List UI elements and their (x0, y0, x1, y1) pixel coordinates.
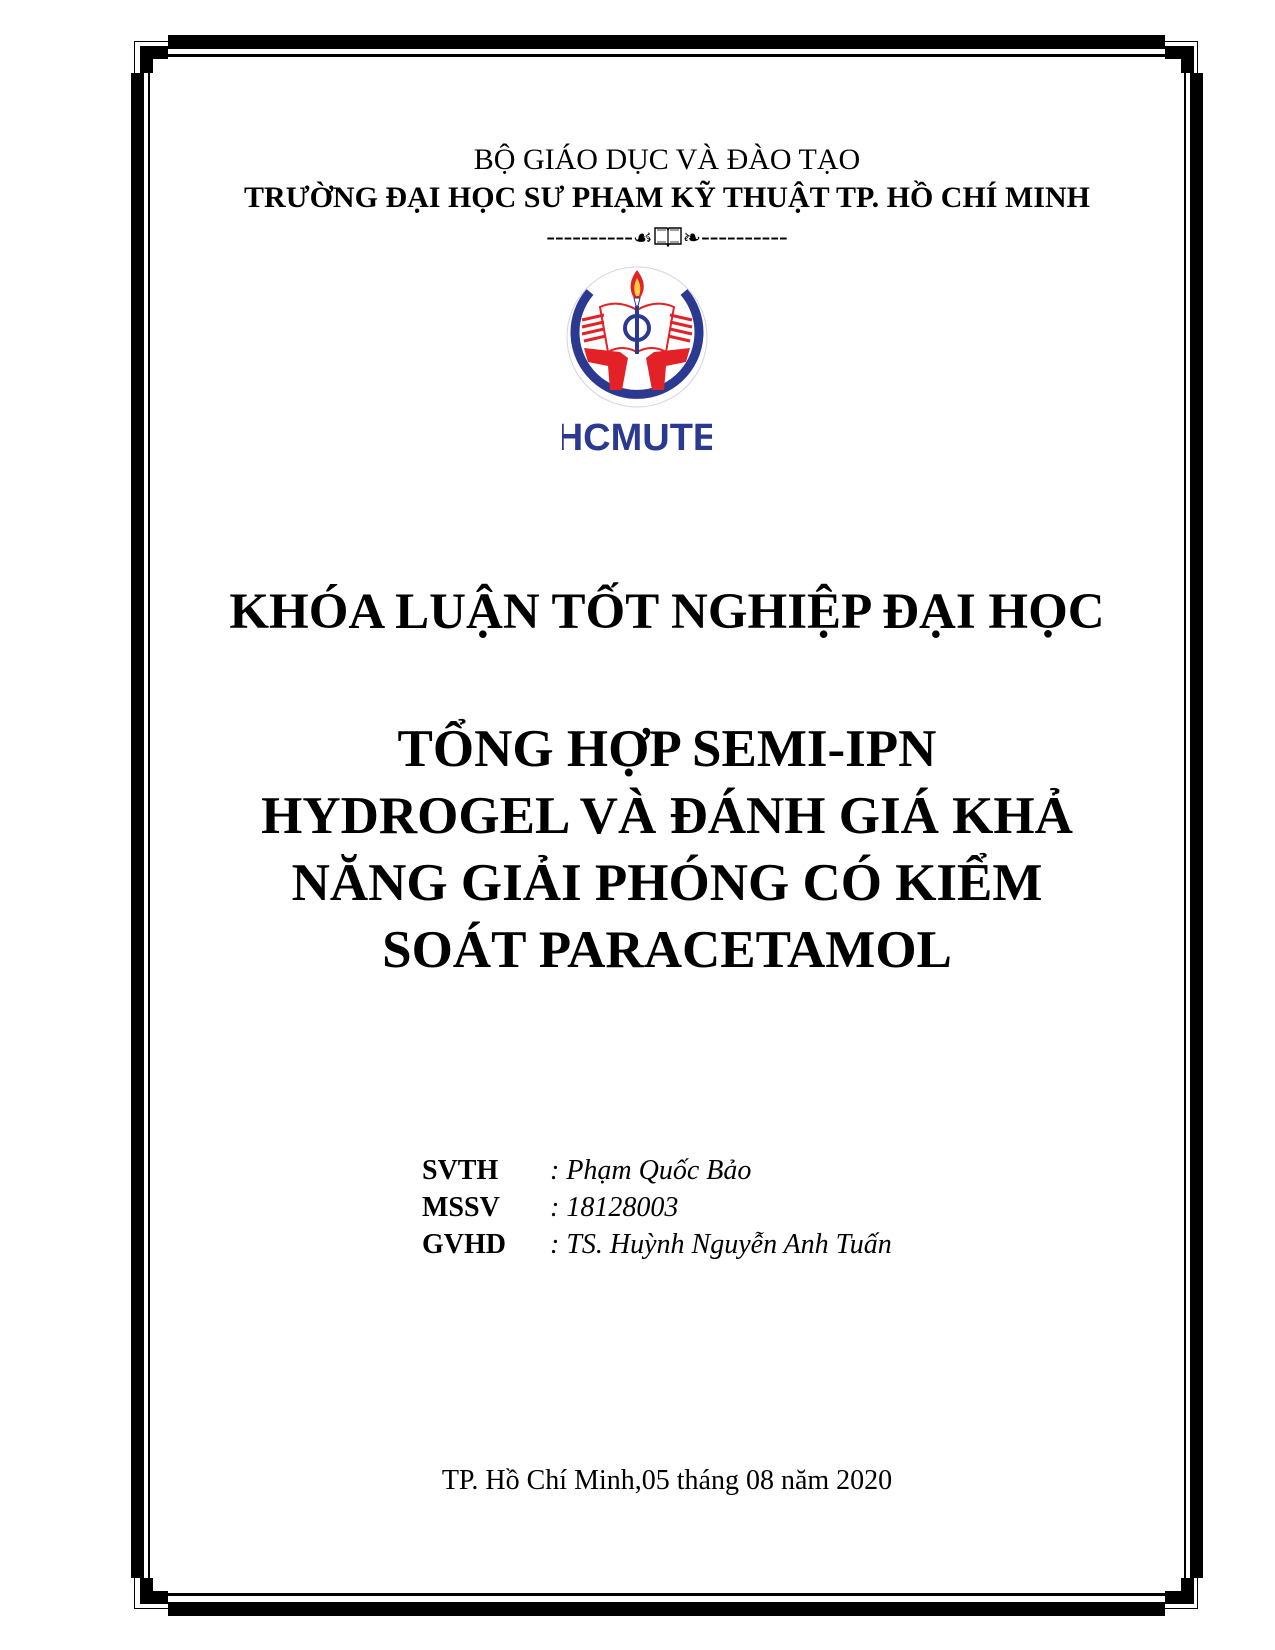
ministry-name: BỘ GIÁO DỤC VÀ ĐÀO TẠO (473, 143, 861, 176)
corner-bottom-right-outline-2 (1197, 1578, 1198, 1609)
corner-top-left-outline (134, 41, 168, 42)
ornament-right-icon: ❧ (682, 225, 702, 250)
info-label-svth: SVTH (422, 1155, 499, 1186)
corner-bottom-right-2 (1181, 1578, 1194, 1604)
ornament-left-icon: ☙ (632, 225, 653, 250)
divider-dashes-right: ---------- (701, 222, 788, 251)
info-row-student (422, 1152, 892, 1189)
info-label-gvhd: GVHD (422, 1229, 506, 1260)
border-bottom-thick (168, 1602, 1165, 1616)
student-info (422, 1152, 892, 1263)
corner-bottom-left-outline-2 (134, 1578, 135, 1609)
corner-bottom-left-outline (134, 1608, 168, 1609)
border-top-thin (168, 54, 1165, 57)
corner-top-right-2 (1181, 46, 1194, 73)
corner-top-left-outline-2 (134, 41, 135, 73)
info-row-student-id (422, 1189, 892, 1226)
info-value-advisor: : TS. Huỳnh Nguyễn Anh Tuấn (550, 1229, 892, 1260)
border-right-thick (1190, 73, 1203, 1578)
border-left-thick (131, 73, 144, 1578)
hcmute-emblem-icon (562, 262, 712, 462)
open-book-icon (653, 224, 683, 244)
title-line-3: NĂNG GIẢI PHÓNG CÓ KIỂM (291, 854, 1043, 912)
border-bottom-thin (168, 1593, 1165, 1596)
info-row-advisor (422, 1226, 892, 1263)
corner-top-left-2 (140, 46, 153, 73)
header-divider (149, 222, 1185, 253)
divider-dashes-left: ---------- (546, 222, 633, 251)
thesis-title (149, 716, 1185, 984)
thesis-type: KHÓA LUẬN TỐT NGHIỆP ĐẠI HỌC (229, 584, 1105, 640)
corner-bottom-right-outline (1165, 1608, 1198, 1609)
corner-bottom-left-2 (140, 1578, 153, 1604)
title-line-1: TỔNG HỢP SEMI-IPN (397, 720, 937, 778)
border-top-thick (168, 35, 1165, 49)
school-name: TRƯỜNG ĐẠI HỌC SƯ PHẠM KỸ THUẬT TP. HỒ CHÍ MINH (244, 181, 1090, 214)
university-logo (562, 262, 712, 462)
info-value-student-name: : Phạm Quốc Bảo (550, 1155, 752, 1186)
info-label-mssv: MSSV (422, 1192, 500, 1223)
logo-text: HCMUTE (562, 417, 712, 459)
title-line-2: HYDROGEL VÀ ĐÁNH GIÁ KHẢ (261, 787, 1073, 845)
title-line-4: SOÁT PARACETAMOL (382, 921, 952, 979)
info-value-student-id: : 18128003 (550, 1192, 679, 1223)
place-date: TP. Hồ Chí Minh,05 tháng 08 năm 2020 (441, 1465, 893, 1496)
corner-top-right-outline (1165, 41, 1198, 42)
corner-top-right-outline-2 (1197, 41, 1198, 73)
